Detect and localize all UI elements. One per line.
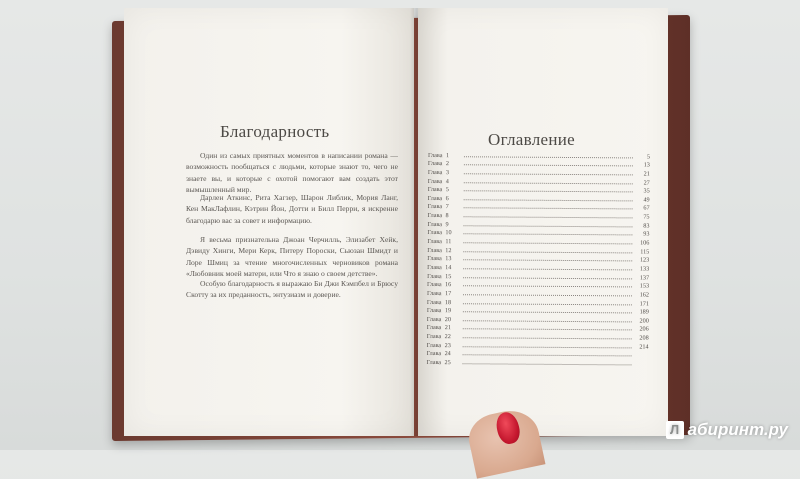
toc-chapter-label: Глава [427,333,445,340]
toc-leader-dots [463,329,632,331]
toc-page-number: 214 [635,343,649,350]
toc-chapter-label: Глава [426,359,444,366]
toc-leader-dots [464,190,633,192]
toc-leader-dots [463,294,632,296]
toc-chapter-label: Глава [428,178,446,185]
acknowledgements-title: Благодарность [220,122,329,142]
contents-title: Оглавление [488,130,575,150]
toc-page-number: 35 [636,188,650,195]
toc-page-number: 189 [635,309,649,316]
toc-chapter-number: 8 [446,212,462,219]
toc-chapter-number: 2 [446,160,462,167]
toc-chapter-label: Глава [428,169,446,176]
toc-chapter-number: 18 [445,299,461,306]
toc-leader-dots [463,320,632,322]
toc-leader-dots [463,251,632,253]
toc-page-number: 153 [635,283,649,290]
toc-leader-dots [464,199,633,201]
toc-page-number: 171 [635,300,649,307]
toc-chapter-label: Глава [427,350,445,357]
toc-leader-dots [463,260,632,262]
toc-page-number: 27 [636,179,650,186]
toc-chapter-number: 24 [445,350,461,357]
toc-chapter-number: 7 [446,204,462,211]
toc-leader-dots [464,208,633,210]
toc-page-number: 162 [635,291,649,298]
toc-leader-dots [463,363,632,365]
toc-leader-dots [463,337,632,339]
toc-chapter-number: 12 [445,247,461,254]
toc-page-number: 200 [635,317,649,324]
toc-chapter-label: Глава [427,264,445,271]
toc-chapter-number: 23 [445,342,461,349]
toc-chapter-label: Глава [427,299,445,306]
toc-chapter-label: Глава [427,290,445,297]
toc-chapter-number: 16 [445,281,461,288]
toc-chapter-label: Глава [427,324,445,331]
toc-page-number: 123 [635,257,649,264]
toc-chapter-label: Глава [427,247,445,254]
toc-leader-dots [463,285,632,287]
acknowledgements-paragraph: Один из самых приятных моментов в написании романа — возможность пообщаться с людьми, которые знают то, чего не знаете вы, и которые с охотой помогают вам создать этот вымышленный мир. [186,150,398,196]
table-of-contents [426,150,650,368]
toc-page-number: 206 [635,326,649,333]
toc-chapter-label: Глава [427,342,445,349]
toc-chapter-label: Глава [427,316,445,323]
toc-page-number: 75 [636,214,650,221]
toc-chapter-label: Глава [427,255,445,262]
toc-chapter-number: 19 [445,307,461,314]
toc-page-number: 137 [635,274,649,281]
acknowledgements-paragraph: Особую благодарность я выражаю Би Джи Кэмпбел и Брюсу Скотту за их преданность, энтузиазм и доверие. [186,278,398,301]
toc-chapter-label: Глава [428,160,446,167]
toc-chapter-number: 25 [444,359,460,366]
toc-chapter-label: Глава [428,186,446,193]
toc-page-number: 106 [635,239,649,246]
toc-chapter-number: 3 [446,169,462,176]
toc-page-number: 208 [635,335,649,342]
toc-chapter-number: 17 [445,290,461,297]
toc-page-number: 5 [636,153,650,160]
toc-chapter-number: 14 [445,264,461,271]
toc-chapter-label: Глава [428,195,446,202]
toc-leader-dots [463,346,632,348]
toc-row [426,357,648,367]
acknowledgements-paragraph: Я весьма признательна Джоан Черчилль, Элизабет Хейк, Дэвиду Хинги, Мери Керк, Питеру Пороски, Сьюзан Шмидт и Лоре Шмиц за чтение многочисленных черновиков романа «Любовник моей матери, или Что я знаю о своем детстве». [186,234,398,280]
toc-chapter-label: Глава [427,229,445,236]
toc-page-number: 21 [636,170,650,177]
toc-leader-dots [464,182,633,184]
toc-leader-dots [464,165,633,167]
toc-leader-dots [464,173,633,175]
toc-page-number: 67 [636,205,650,212]
watermark-text: абиринт.ру [688,420,788,440]
toc-leader-dots [463,234,632,236]
toc-chapter-number: 15 [445,273,461,280]
acknowledgements-paragraph: Дарлен Аткинс, Рита Хагзер, Шарон Либлик, Мория Ланг, Кен МакЛафлин, Кэтрин Йон, Дотти и Билл Перри, я искренне благодарю вас за совет и информацию. [186,192,398,226]
toc-chapter-label: Глава [428,203,446,210]
toc-chapter-number: 10 [445,230,461,237]
toc-leader-dots [464,216,633,218]
toc-chapter-number: 22 [445,333,461,340]
labirint-logo-icon: Л [666,421,684,439]
toc-chapter-number: 13 [445,255,461,262]
toc-chapter-label: Глава [428,152,446,159]
toc-chapter-number: 5 [446,186,462,193]
toc-chapter-number: 11 [445,238,461,245]
toc-leader-dots [463,242,632,244]
toc-leader-dots [463,355,632,357]
left-page [124,8,414,436]
toc-page-number: 133 [635,265,649,272]
right-page [418,8,668,436]
toc-page-number: 13 [636,162,650,169]
toc-leader-dots [463,225,632,227]
toc-leader-dots [463,268,632,270]
toc-page-number: 115 [635,248,649,255]
toc-page-number: 49 [636,196,650,203]
toc-chapter-number: 9 [445,221,461,228]
toc-chapter-number: 1 [446,152,462,159]
toc-leader-dots [463,311,632,313]
toc-chapter-number: 20 [445,316,461,323]
toc-page-number: 83 [635,222,649,229]
toc-leader-dots [463,277,632,279]
toc-chapter-label: Глава [427,273,445,280]
toc-page-number: 93 [635,231,649,238]
toc-leader-dots [464,156,633,158]
toc-leader-dots [463,303,632,305]
toc-chapter-label: Глава [427,238,445,245]
toc-chapter-label: Глава [427,281,445,288]
labirint-watermark [666,420,788,440]
toc-chapter-number: 6 [446,195,462,202]
toc-chapter-number: 4 [446,178,462,185]
toc-chapter-label: Глава [427,307,445,314]
toc-chapter-number: 21 [445,325,461,332]
toc-chapter-label: Глава [427,221,445,228]
toc-chapter-label: Глава [428,212,446,219]
